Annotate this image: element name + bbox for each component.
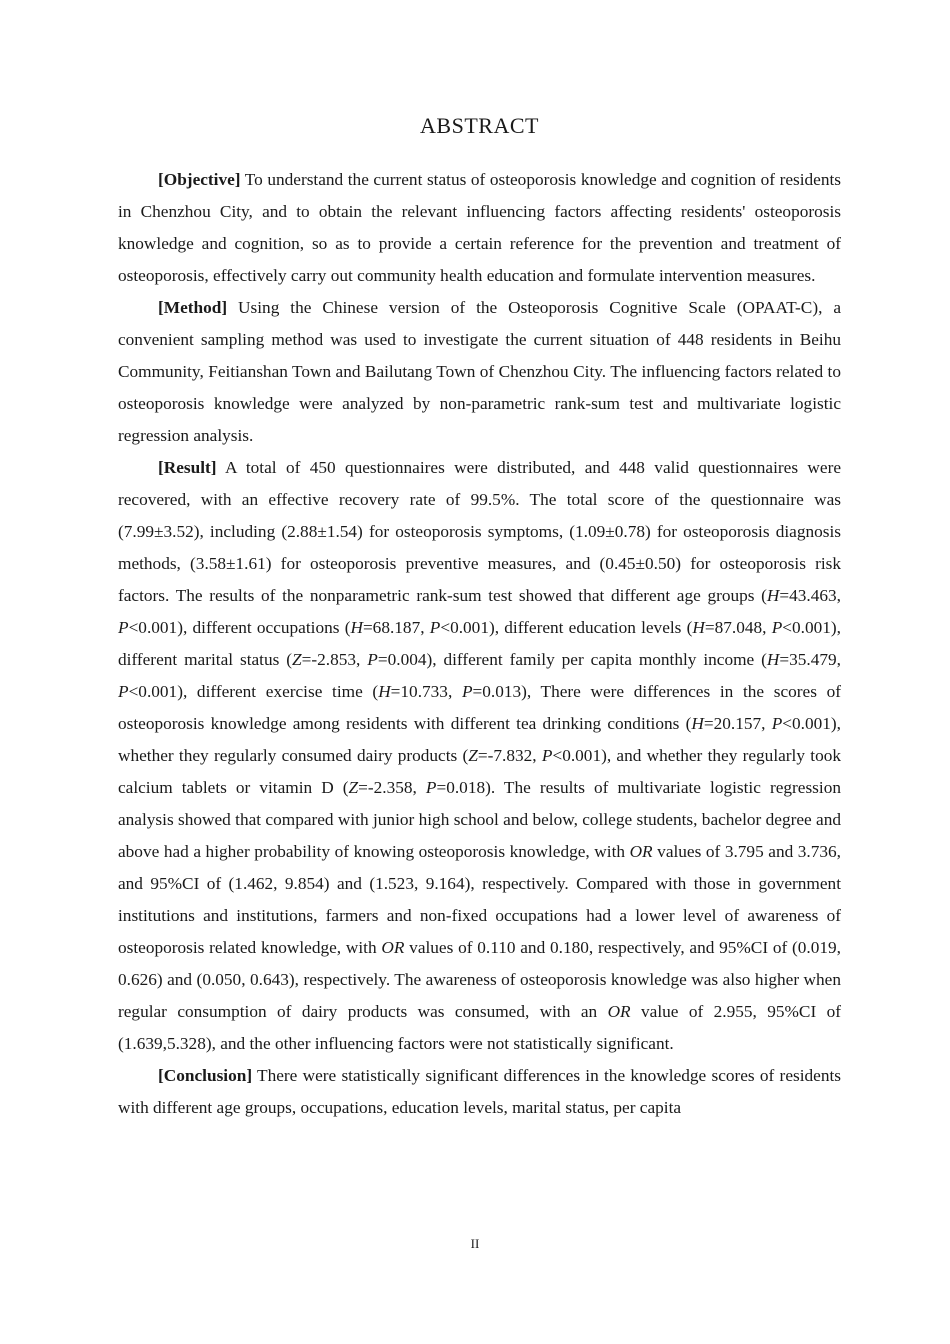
text-run: <0.001), different education levels (	[440, 618, 693, 637]
text-run: Using the Chinese version of the Osteoporosis Cognitive Scale (OPAAT-C), a convenient sampling method was used to investigate the current situation of 448 residents in Beihu Community, Feitianshan Town and Bailutang Town of Chenzhou City. The influencing factors related to osteoporosis knowledge were analyzed by non-parametric rank-sum test and multivariate logistic regression analysis.	[118, 298, 841, 445]
section-heading: [Conclusion]	[158, 1066, 253, 1085]
section-heading: [Result]	[158, 458, 217, 477]
text-run: =-2.358,	[358, 778, 426, 797]
italic-symbol: P	[118, 682, 129, 701]
text-run: To understand the current status of osteoporosis knowledge and cognition of residents in Chenzhou City, and to obtain the relevant influencing factors affecting residents' osteoporosis knowledge and cognition, so as to provide a certain reference for the prevention and treatment of osteoporosis, effectively carry out community health education and formulate intervention measures.	[118, 170, 841, 285]
abstract-page	[118, 112, 841, 1124]
text-run: A total of 450 questionnaires were distributed, and 448 valid questionnaires were recovered, with an effective recovery rate of 99.5%. The total score of the questionnaire was (7.99±3.52), including (2.88±1.54) for osteoporosis symptoms, (1.09±0.78) for osteoporosis diagnosis methods, (3.58±1.61) for osteoporosis preventive measures, and (0.45±0.50) for osteoporosis risk factors. The results of the nonparametric rank-sum test showed that different age groups (	[118, 458, 841, 605]
italic-symbol: Z	[348, 778, 359, 797]
italic-symbol: H	[691, 714, 704, 733]
section-heading: [Objective]	[158, 170, 241, 189]
section-heading: [Method]	[158, 298, 228, 317]
text-run: <0.001), and whether they regularly took calcium tablets or vitamin D (	[118, 746, 841, 797]
abstract-body	[118, 164, 841, 1124]
italic-symbol: H	[378, 682, 391, 701]
text-run: values of 0.110 and 0.180, respectively, and 95%CI of (0.019, 0.626) and (0.050, 0.643), respectively. The awareness of osteoporosis knowledge was also higher when regular consumption of dairy products was consumed, with an	[118, 938, 841, 1021]
text-run: =43.463,	[779, 586, 841, 605]
section-objective	[118, 164, 841, 292]
text-run: <0.001), whether they regularly consumed dairy products (	[118, 714, 841, 765]
italic-symbol: P	[541, 746, 553, 765]
italic-symbol: Z	[468, 746, 478, 765]
italic-symbol: OR	[607, 1002, 631, 1021]
text-run: =0.013), There were differences in the scores of osteoporosis knowledge among residents with different tea drinking conditions (	[118, 682, 842, 733]
italic-symbol: P	[118, 618, 129, 637]
text-run: <0.001), different exercise time (	[128, 682, 379, 701]
section-conclusion	[118, 1060, 841, 1124]
italic-symbol: OR	[381, 938, 405, 957]
text-run: =10.733,	[390, 682, 462, 701]
text-run: =68.187,	[362, 618, 430, 637]
page-number: II	[470, 1236, 480, 1251]
text-run: =-7.832,	[477, 746, 542, 765]
text-run: <0.001), different occupations (	[128, 618, 351, 637]
italic-symbol: H	[692, 618, 705, 637]
text-run: There were statistically significant differences in the knowledge scores of residents with different age groups, occupations, education levels, marital status, per capita	[118, 1066, 841, 1117]
text-run: value of 2.955, 95%CI of (1.639,5.328), and the other influencing factors were not statistically significant.	[118, 1002, 841, 1053]
text-run: =-2.853,	[301, 650, 368, 669]
italic-symbol: OR	[629, 842, 653, 861]
italic-symbol: P	[429, 618, 441, 637]
text-run: values of 3.795 and 3.736, and 95%CI of (1.462, 9.854) and (1.523, 9.164), respectively. Compared with those in government institutions and institutions, farmers and non-fixed occupations had a lower level of awareness of osteoporosis related knowledge, with	[118, 842, 841, 957]
italic-symbol: P	[771, 714, 783, 733]
text-run: =20.157,	[703, 714, 772, 733]
italic-symbol: H	[766, 586, 780, 605]
italic-symbol: P	[425, 778, 437, 797]
italic-symbol: P	[367, 650, 378, 669]
page-title: ABSTRACT	[420, 113, 539, 138]
italic-symbol: P	[771, 618, 783, 637]
text-run: =35.479,	[779, 650, 841, 669]
italic-symbol: P	[461, 682, 473, 701]
italic-symbol: H	[766, 650, 780, 669]
section-method	[118, 292, 841, 452]
text-run: =87.048,	[704, 618, 772, 637]
text-run: =0.004), different family per capita monthly income (	[377, 650, 767, 669]
italic-symbol: H	[350, 618, 363, 637]
text-run: =0.018). The results of multivariate logistic regression analysis showed that compared with junior high school and below, college students, bachelor degree and above had a higher probability of knowing osteoporosis knowledge, with	[118, 778, 841, 861]
text-run: <0.001), different marital status (	[118, 618, 841, 669]
italic-symbol: Z	[292, 650, 302, 669]
section-result	[118, 452, 841, 1060]
